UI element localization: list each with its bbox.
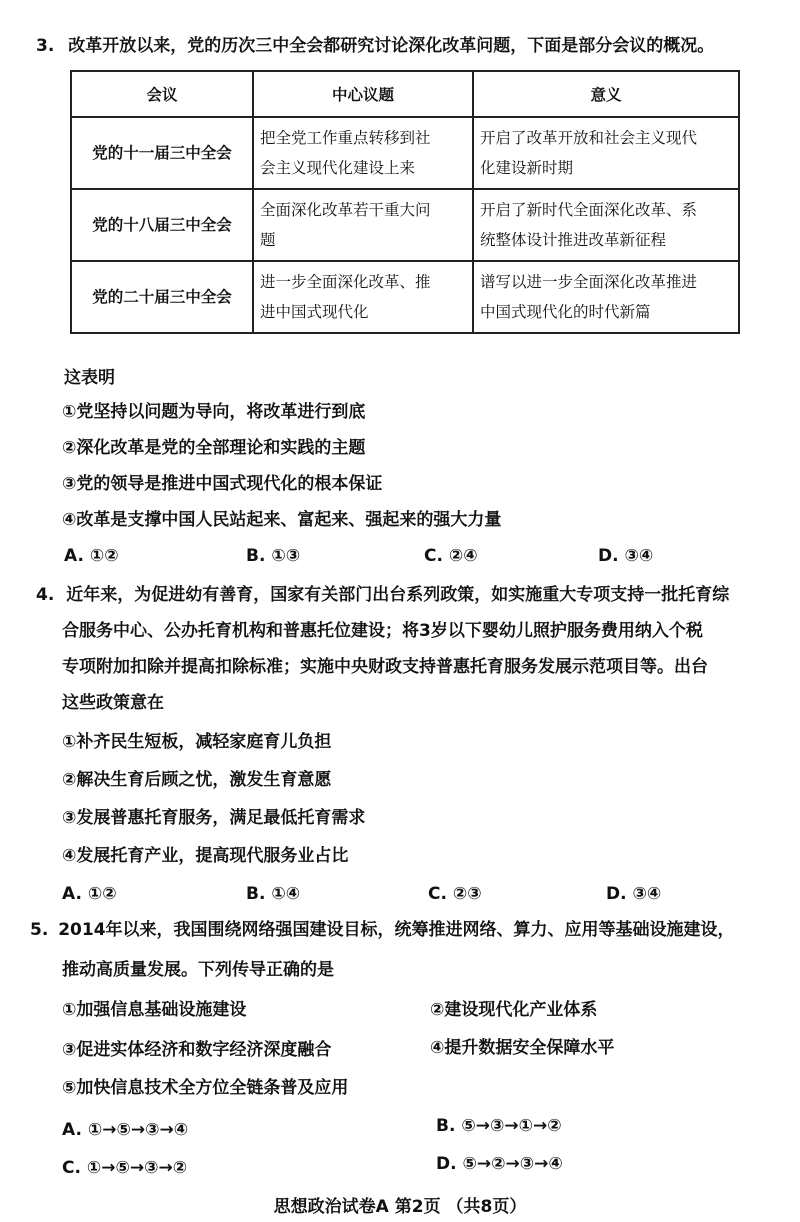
q3-statement: ④改革是支撑中国人民站起来、富起来、强起来的强大力量 bbox=[62, 510, 502, 530]
q3-statement: ①党坚持以问题为导向，将改革进行到底 bbox=[62, 402, 366, 422]
topic-line: 进中国式现代化 bbox=[260, 303, 369, 321]
meeting-cell: 党的二十届三中全会 bbox=[71, 261, 253, 333]
q5-stem-line: 2014年以来，我国围绕网络强国建设目标，统筹推进网络、算力、应用等基础设施建设， bbox=[58, 920, 735, 940]
table-header: 意义 bbox=[473, 71, 739, 117]
table-header: 会议 bbox=[71, 71, 253, 117]
q3-option-d[interactable]: D. ③④ bbox=[598, 546, 654, 566]
q5-option-a[interactable]: A. ①→⑤→③→④ bbox=[62, 1120, 189, 1140]
topic-line: 会主义现代化建设上来 bbox=[260, 159, 416, 177]
meaning-cell bbox=[473, 189, 739, 261]
topic-line: 全面深化改革若干重大问 bbox=[260, 201, 431, 219]
q4-option-d[interactable]: D. ③④ bbox=[606, 884, 662, 904]
q5-statement: ④提升数据安全保障水平 bbox=[430, 1038, 615, 1058]
topic-line: 把全党工作重点转移到社 bbox=[260, 129, 431, 147]
q4-stem bbox=[36, 583, 729, 607]
topic-cell bbox=[253, 117, 473, 189]
q3-statement: ②深化改革是党的全部理论和实践的主题 bbox=[62, 438, 366, 458]
q4-stem-line: 这些政策意在 bbox=[62, 693, 164, 713]
q3-statement: ③党的领导是推进中国式现代化的根本保证 bbox=[62, 474, 383, 494]
topic-line: 进一步全面深化改革、推 bbox=[260, 273, 431, 291]
q5-option-d[interactable]: D. ⑤→②→③→④ bbox=[436, 1154, 563, 1174]
meetings-table bbox=[70, 70, 740, 334]
q4-stem-line: 近年来，为促进幼有善育，国家有关部门出台系列政策，如实施重大专项支持一批托育综 bbox=[66, 585, 730, 605]
table-row bbox=[71, 261, 739, 333]
topic-line: 题 bbox=[260, 231, 276, 249]
q3-option-a[interactable]: A. ①② bbox=[64, 546, 119, 566]
meeting-cell: 党的十八届三中全会 bbox=[71, 189, 253, 261]
q4-option-a[interactable]: A. ①② bbox=[62, 884, 117, 904]
q3-stem bbox=[36, 34, 714, 58]
q5-statement: ②建设现代化产业体系 bbox=[430, 1000, 598, 1020]
topic-cell bbox=[253, 261, 473, 333]
meaning-line: 统整体设计推进改革新征程 bbox=[480, 231, 667, 249]
q4-statement: ①补齐民生短板，减轻家庭育儿负担 bbox=[62, 732, 332, 752]
q4-statement: ②解决生育后顾之忧，激发生育意愿 bbox=[62, 770, 332, 790]
meaning-line: 中国式现代化的时代新篇 bbox=[480, 303, 651, 321]
q4-option-c[interactable]: C. ②③ bbox=[428, 884, 482, 904]
meaning-line: 化建设新时期 bbox=[480, 159, 574, 177]
meaning-cell bbox=[473, 117, 739, 189]
q5-number: 5. bbox=[30, 920, 49, 940]
q5-statement: ⑤加快信息技术全方位全链条普及应用 bbox=[62, 1078, 349, 1098]
q4-number: 4. bbox=[36, 585, 55, 605]
q5-option-b[interactable]: B. ⑤→③→①→② bbox=[436, 1116, 562, 1136]
table-header: 中心议题 bbox=[253, 71, 473, 117]
meaning-cell bbox=[473, 261, 739, 333]
table-row bbox=[71, 117, 739, 189]
q4-statement: ④发展托育产业，提高现代服务业占比 bbox=[62, 846, 349, 866]
page-footer: 思想政治试卷A 第2页 （共8页） bbox=[273, 1197, 527, 1217]
table-row bbox=[71, 189, 739, 261]
q4-statement: ③发展普惠托育服务，满足最低托育需求 bbox=[62, 808, 366, 828]
q3-stem-text: 改革开放以来，党的历次三中全会都研究讨论深化改革问题，下面是部分会议的概况。 bbox=[68, 36, 715, 56]
meeting-cell: 党的十一届三中全会 bbox=[71, 117, 253, 189]
q4-stem-line: 专项附加扣除并提高扣除标准；实施中央财政支持普惠托育服务发展示范项目等。出台 bbox=[62, 657, 708, 677]
meaning-line: 谱写以进一步全面深化改革推进 bbox=[480, 273, 698, 291]
q3-option-b[interactable]: B. ①③ bbox=[246, 546, 301, 566]
q5-statement: ③促进实体经济和数字经济深度融合 bbox=[62, 1040, 332, 1060]
q3-option-c[interactable]: C. ②④ bbox=[424, 546, 478, 566]
q4-stem-line: 合服务中心、公办托育机构和普惠托位建设；将3岁以下婴幼儿照护服务费用纳入个税 bbox=[62, 621, 703, 641]
q5-stem-line: 推动高质量发展。下列传导正确的是 bbox=[62, 960, 334, 980]
table-header-row bbox=[71, 71, 739, 117]
meaning-line: 开启了改革开放和社会主义现代 bbox=[480, 129, 698, 147]
q5-stem bbox=[30, 918, 735, 942]
q3-lead: 这表明 bbox=[64, 368, 115, 388]
meaning-line: 开启了新时代全面深化改革、系 bbox=[480, 201, 698, 219]
topic-cell bbox=[253, 189, 473, 261]
q5-option-c[interactable]: C. ①→⑤→③→② bbox=[62, 1158, 188, 1178]
q4-option-b[interactable]: B. ①④ bbox=[246, 884, 301, 904]
q5-statement: ①加强信息基础设施建设 bbox=[62, 1000, 247, 1020]
q3-number: 3. bbox=[36, 36, 55, 56]
